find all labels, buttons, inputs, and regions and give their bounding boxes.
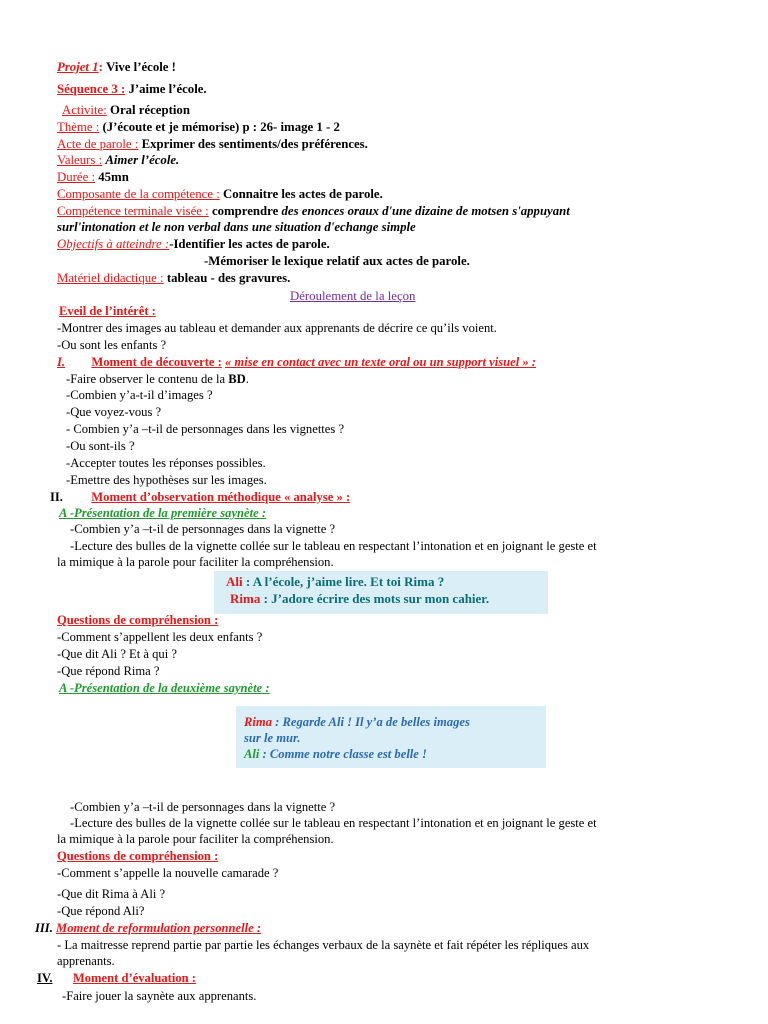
materiel-label: Matériel didactique : [57, 271, 164, 285]
section3-heading [35, 920, 261, 936]
dialogue1-name2: Rima [230, 591, 261, 606]
acte-line [57, 136, 368, 152]
dialogue2-name2: Ali [244, 747, 260, 761]
competence-line [57, 203, 570, 219]
theme-value: (J’écoute et je mémorise) p : 26- image 1 - 2 [102, 120, 340, 134]
acte-value: Exprimer des sentiments/des préférences. [141, 137, 368, 151]
section1-line-4: -Ou sont-ils ? [66, 439, 135, 453]
materiel-line [57, 270, 290, 286]
composante-value: Connaitre les actes de parole. [222, 187, 383, 201]
dialogue2-name1: Rima [244, 715, 272, 729]
dialogue2-line2 [244, 746, 427, 762]
eveil-line-2: -Ou sont les enfants ? [57, 338, 167, 352]
duree-value: 45mn [98, 170, 129, 184]
section2-num: II. [50, 490, 63, 504]
section3-num: III. [35, 921, 53, 935]
dialogue1-text2: : J’adore écrire des mots sur mon cahier. [260, 591, 490, 606]
theme-label: Thème : [57, 120, 100, 134]
competence-value-c: surl'intonation et le non verbal dans une situation d'echange simple [57, 220, 416, 234]
dialogue2-text1a: : Regarde Ali ! Il y’a de belles images [272, 715, 470, 729]
deroulement-title: Déroulement de la leçon [290, 289, 416, 303]
dialogue2-line1a [244, 714, 470, 730]
dialogue1-line2 [230, 591, 489, 607]
projet-line: Projet 1: Vive l’école ! [57, 60, 176, 74]
duree-label: Durée : [57, 170, 96, 184]
eveil-line-1: -Montrer des images au tableau et demander aux apprenants de décrire ce qu’ils voient. [57, 321, 497, 335]
composante-line [57, 186, 383, 202]
section2-heading [50, 489, 350, 505]
section1-subtitle: « mise en contact avec un texte oral ou un support visuel » : [224, 355, 536, 369]
sequence-label: Séquence 3 [57, 82, 118, 96]
activite-label: Activite: [62, 103, 107, 117]
part-a-reading-2: la mimique à la parole pour faciliter la compréhension. [57, 555, 334, 569]
section1-line-1: -Combien y’a-t-il d’images ? [66, 388, 213, 402]
activite-value: Oral réception [109, 103, 190, 117]
duree-line [57, 169, 129, 185]
question2-3: -Que répond Ali? [57, 904, 145, 918]
valeurs-label: Valeurs : [57, 153, 103, 167]
question-1: -Comment s’appellent les deux enfants ? [57, 630, 263, 644]
part-a-title: A -Présentation de la première saynète : [59, 506, 267, 520]
valeurs-line [57, 152, 179, 168]
question-2: -Que dit Ali ? Et à qui ? [57, 647, 177, 661]
section1-line-3: - Combien y’a –t-il de personnages dans les vignettes ? [66, 422, 345, 436]
objectif-2: -Mémoriser le lexique relatif aux actes de parole. [204, 254, 470, 268]
section4-line1: -Faire jouer la saynète aux apprenants. [62, 989, 257, 1003]
objectif-1: -Identifier les actes de parole. [169, 237, 330, 251]
dialogue1-name1: Ali [226, 574, 243, 589]
part-b-reading-1: -Lecture des bulles de la vignette collée sur le tableau en respectant l’intonation et en joignant le geste et [70, 816, 597, 830]
competence-label: Compétence terminale visée : [57, 204, 209, 218]
activite-line [62, 102, 190, 118]
eveil-title: Eveil de l’intérêt : [59, 304, 156, 318]
section1-line-5: -Accepter toutes les réponses possibles. [66, 456, 266, 470]
section3-line2: apprenants. [57, 954, 115, 968]
objectifs-label: Objectifs à atteindre : [57, 237, 170, 251]
question2-1: -Comment s’appelle la nouvelle camarade ? [57, 866, 279, 880]
part-a-question: -Combien y’a –t-il de personnages dans la vignette ? [70, 522, 336, 536]
dialogue2-text1b: sur le mur. [244, 731, 301, 745]
part-b-reading-2: la mimique à la parole pour faciliter la compréhension. [57, 832, 334, 846]
acte-label: Acte de parole : [57, 137, 139, 151]
questions2-title: Questions de compréhension : [57, 849, 219, 863]
competence-value-b: des enonces oraux d'une dizaine de motsen s'appuyant [281, 204, 570, 218]
part-b-title: A -Présentation de la deuxième saynète : [59, 681, 270, 695]
section4-title: Moment d’évaluation : [72, 971, 196, 985]
sequence-value: J’aime l’école. [128, 82, 207, 96]
dialogue1-line1 [226, 574, 444, 590]
section1-num: I. [57, 355, 66, 369]
section1-line-2: -Que voyez-vous ? [66, 405, 162, 419]
dialogue1-text1: : A l’école, j’aime lire. Et toi Rima ? [242, 574, 445, 589]
objectifs-line [57, 236, 330, 252]
sequence-line: Séquence 3 : J’aime l’école. [57, 82, 207, 96]
section4-heading [37, 970, 196, 986]
section1-line-0: -Faire observer le contenu de la BD. [66, 372, 249, 386]
theme-line [57, 119, 340, 135]
projet-value: Vive l’école ! [106, 60, 176, 74]
part-a-reading-1: -Lecture des bulles de la vignette collée sur le tableau en respectant l’intonation et en joignant le geste et [70, 539, 597, 553]
question2-2: -Que dit Rima à Ali ? [57, 887, 166, 901]
section1-line-6: -Emettre des hypothèses sur les images. [66, 473, 267, 487]
materiel-value: tableau - des gravures. [166, 271, 291, 285]
section1-heading [57, 354, 536, 370]
dialogue2-text2: : Comme notre classe est belle ! [259, 747, 427, 761]
competence-value-a: comprendre [211, 204, 279, 218]
section1-title: Moment de découverte : [91, 355, 222, 369]
question-3: -Que répond Rima ? [57, 664, 160, 678]
valeurs-value: Aimer l’école. [105, 153, 180, 167]
composante-label: Composante de la compétence : [57, 187, 220, 201]
part-b-question: -Combien y’a –t-il de personnages dans la vignette ? [70, 800, 336, 814]
section2-title: Moment d’observation méthodique « analyse » : [91, 490, 351, 504]
section3-line1: - La maitresse reprend partie par partie les échanges verbaux de la saynète et fait répéter les répliques aux [57, 938, 590, 952]
projet-label: Projet 1 [57, 60, 99, 74]
questions-title: Questions de compréhension : [57, 613, 219, 627]
section3-title: Moment de reformulation personnelle : [56, 921, 262, 935]
section4-num: IV. [37, 971, 53, 985]
